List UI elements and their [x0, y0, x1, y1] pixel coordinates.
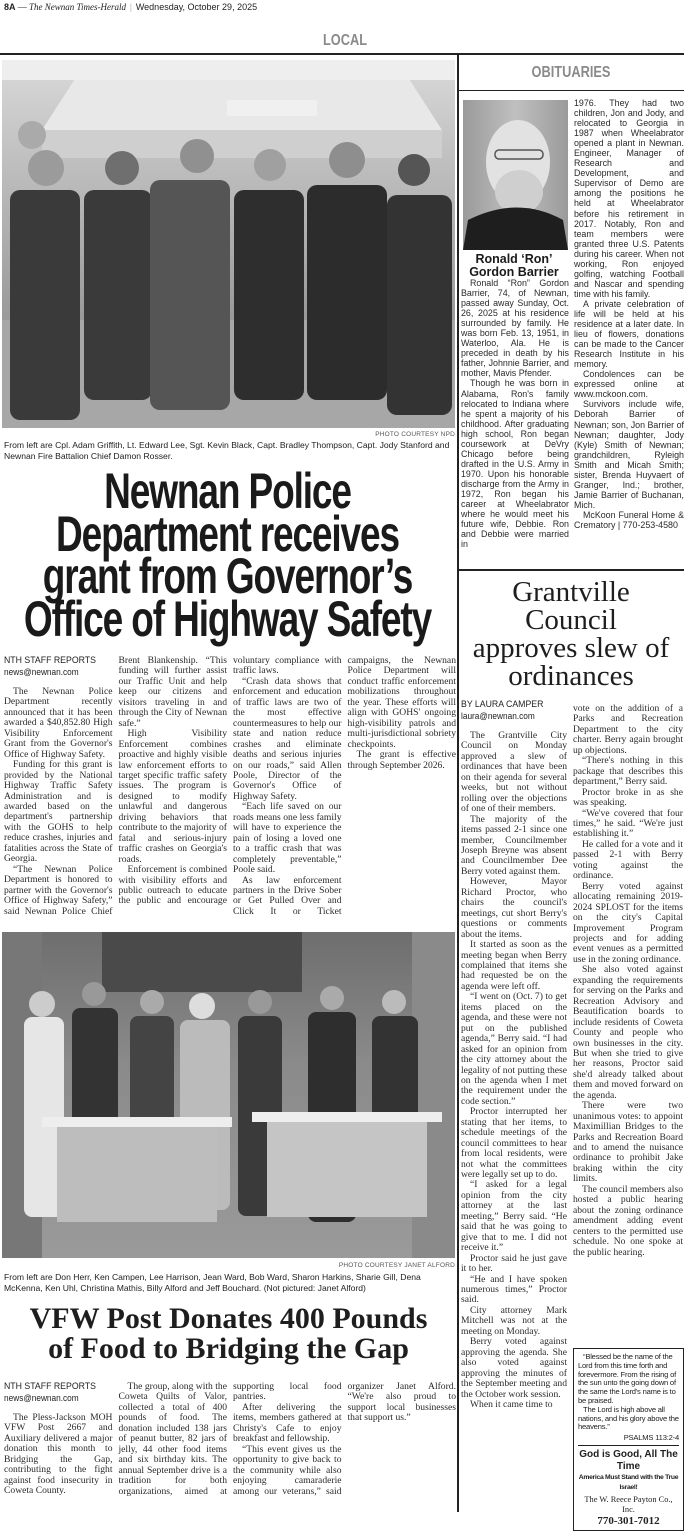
- ad-phone[interactable]: 770-301-7012: [597, 1515, 660, 1528]
- ad-citation: PSALMS 113:2-4: [623, 1433, 679, 1443]
- page-folio: 8A — The Newnan Times-Herald | Wednesday, October 29, 2025: [4, 2, 258, 12]
- paragraph: The grant is effective through September 2026.: [347, 749, 456, 771]
- paragraph: Berry voted against allocating remaining 2019-2024 SPLOST for the items on the city's Capital Improvement Program projects and for adding event venues as a permitted use in the zoning ordinance.: [573, 880, 683, 965]
- grantville-byline: [461, 700, 559, 721]
- police-photo-credit: PHOTO COURTESY NPD: [375, 431, 455, 438]
- obituary-name-line: Ronald ‘Ron’: [475, 252, 553, 266]
- paragraph: “Each life saved on our roads means one less family will have to experience the pain of losing a loved one to a traffic crash that was completely preventable,” Poole said.: [233, 801, 342, 876]
- ad-subtagline: America Must Stand with the True Israel!: [578, 1474, 679, 1492]
- paragraph: McKoon Funeral Home & Crematory | 770-253-4580: [574, 509, 684, 530]
- headline-line: Newnan Police: [104, 463, 351, 519]
- paragraph: Berry voted against approving the agenda. She also voted against approving the minutes of the September meeting and the October work session.: [461, 1336, 567, 1400]
- paragraph: “This event gives us the opportunity to give back to the community while also enjoying camaraderie among our veterans,” said organizer Janet Alford. “We're also proud to support local businesses that support us.”: [233, 1381, 456, 1497]
- vfw-photo-caption: From left are Don Herr, Ken Campen, Lee Harrison, Jean Ward, Bob Ward, Sharon Harkins, Sharie Gill, Dena McKenna, Ken Uhl, Christina Mathis, Billy Alford and Jeff Bouchard. (Not pictured: Janet Alford): [4, 1272, 421, 1293]
- paragraph: There were two unanimous votes: to appoint Maximillian Bridges to the Parks and Recreation Board and to amend the nuisance ordinance to prohibit Jake braking within the city limits.: [573, 1100, 683, 1185]
- headline-line: grant from Governor’s: [42, 548, 413, 604]
- paragraph: After delivering the items, members gathered at Christy's Cafe to enjoy breakfast and fellowship.: [233, 1401, 342, 1445]
- paragraph: The group, along with the Coweta Quilts of Valor, collected a total of 400 pounds of food. The donation included 138 jars of peanut butter, 82 jars of jelly, 44 other food items and six birthday kits. The annual September drive is a tradition for both organizations, aimed at supporting local food pantries.: [118, 1381, 342, 1497]
- vfw-photo: [2, 932, 455, 1258]
- byline-author: BY LAURA CAMPER: [461, 699, 544, 710]
- paragraph: Funding for this grant is provided by the National Highway Traffic Safety Administration and is awarded based on the department's partnership with the GOHS to help reduce crashes, injuries and fatalities across the State of Georgia.: [4, 759, 113, 865]
- headline-line: VFW Post Donates 400 Pounds: [29, 1302, 428, 1335]
- headline-line: of Food to Bridging the Gap: [48, 1332, 409, 1365]
- paragraph: Ronald “Ron” Gordon Barrier, 74, of Newnan, passed away Sunday, Oct. 26, 2025 at his residence surrounded by family. He was born Feb. 13, 1951, in Waterloo, Ala. He is preceded in death by his father, Johnnie Barrier, and mother, Mavis Pfender.: [461, 278, 569, 379]
- issue-date: Wednesday, October 29, 2025: [135, 2, 258, 12]
- paragraph: City attorney Mark Mitchell was not at the meeting on Monday.: [461, 1304, 567, 1337]
- ad-quote: The Lord is high above all nations, and his glory above the heavens.”: [578, 1404, 679, 1432]
- paragraph: She also voted against expanding the requirements for serving on the Parks and Recreation Advisory and Beautification boards to include residents of Coweta County and people who own businesses in the city. But when she tried to give her reasons, Proctor said she'd already talked about them and moved forward on the agenda.: [573, 964, 683, 1101]
- police-headline: [0, 463, 455, 647]
- paragraph: “Crash data shows that enforcement and education of traffic laws are two of the most effective countermeasures to help our state and nation reduce crashes and eliminate deaths and serious injuries on our roads,” said Allen Poole, Director of the Governor's Office of Highway Safety.: [233, 675, 342, 802]
- paragraph: It started as soon as the meeting began when Berry complained that items she had requested be on the agenda were left off.: [461, 939, 567, 992]
- police-photo: [2, 60, 455, 428]
- grantville-body-left: [461, 700, 567, 1410]
- vfw-byline: [4, 1382, 104, 1403]
- byline-author: NTH STAFF REPORTS: [4, 1381, 96, 1392]
- byline-email[interactable]: laura@newnan.com: [461, 710, 535, 721]
- vfw-photo-credit: PHOTO COURTESY JANET ALFORD: [338, 1262, 455, 1269]
- paragraph: Enforcement is combined with visibility efforts and public outreach to educate the public and encourage voluntary compliance with traffic laws.: [118, 655, 342, 907]
- paragraph: Proctor said he just gave it to her.: [461, 1252, 567, 1275]
- section-title-local: LOCAL: [322, 32, 368, 49]
- grantville-headline: [458, 578, 684, 690]
- obituaries-bottom-divider: [458, 569, 684, 571]
- paragraph: “I went on (Oct. 7) to get items placed on the agenda, and these were not put on the published agenda,” Berry said. “I had asked for an opinion from the city attorney about the legality of not putting these on the agenda when I met the requirement under the code section.”: [461, 991, 567, 1107]
- obituary-text-left: [461, 278, 569, 549]
- headline-line: Office of Highway Safety: [23, 590, 432, 647]
- police-byline: [4, 656, 104, 677]
- paragraph: “We've covered that four times,” he said. “We're just establishing it.”: [573, 807, 683, 840]
- obituary-name: [458, 253, 570, 278]
- paragraph: The council members also hosted a public hearing about the zoning ordinance amendment adding event centers to the permitted use schedule. No one spoke at the public hearing.: [573, 1183, 683, 1258]
- vfw-article-body: [4, 1382, 456, 1504]
- headline-line: Grantville: [512, 576, 630, 608]
- paragraph: The majority of the items passed 2-1 since one member, Councilmember Joseph Breyne was absent and Councilmember Dee Berry voted against them.: [461, 813, 567, 877]
- paragraph: A private celebration of life will be held at his residence at a later date. In lieu of flowers, donations can be made to the Cancer Research Institute in his memory.: [574, 298, 684, 370]
- ad-company: The W. Reece Payton Co., Inc.: [584, 1495, 673, 1515]
- paragraph: The Newnan Police Department recently announced that it has been awarded a $40,852.80 High Visibility Enforcement Grant from the Governor's Office of Highway Safety.: [4, 686, 113, 760]
- paragraph: He called for a vote and it passed 2-1 with Berry voting against the ordinance.: [573, 838, 683, 882]
- ad-tagline: God is Good, All The Time: [579, 1449, 678, 1473]
- paragraph: Proctor broke in as she was speaking.: [573, 786, 683, 809]
- paragraph: The Pless-Jackson MOH VFW Post 2667 and Auxiliary delivered a major donation this month to Bridging the Gap, contributing to the fight against food insecurity in Coweta County.: [4, 1412, 113, 1497]
- paragraph: Though he was born in Alabama, Ron's family relocated to Indiana where he spent a majority of his childhood. After graduating high school, Ron began coursework at DeVry Chicago before being drafted in the U.S. Army in 1970. Upon his honorable discharge from the Army in 1972, Ron began his career at Wheelabrator where he would meet his future wife, Debbie. Ron and Debbie were married in: [461, 378, 569, 550]
- grantville-body-right: [573, 704, 683, 1258]
- paragraph: Survivors include wife, Deborah Barrier of Newnan; son, Jon Barrier of Newnan; daughter, Jody (Kyle) Smith of Newnan; grandchildren, Ryleigh Smith and Micah Smith; sister, Brenda Huyvaert of Granger, Ind.; brother, Jamie Barrier of Buchanan, Mich.: [574, 399, 684, 510]
- paragraph: “The Newnan Police Department is honored to partner with the Governor's Office of Highway Safety,” said Newnan Police Chief Brent Blankenship. “This funding will further assist our Traffic Unit and help keep our citizens and visitors traveling in and through the City of Newnan safe.”: [4, 655, 227, 917]
- ad-quote: “Blessed be the name of the Lord from this time forth and forevermore. From the rising of the sun unto the going down of the same the Lord's name is to be praised.: [578, 1352, 677, 1405]
- byline-author: NTH STAFF REPORTS: [4, 655, 96, 666]
- headline-line: approves slew of: [472, 632, 670, 664]
- paragraph: “There's nothing in this package that describes this department,” Berry said.: [573, 755, 683, 788]
- paragraph: “I asked for a legal opinion from the city attorney at the last meeting,” Berry said. “He said that he was going to give that to me. I did not receive it.”: [461, 1179, 567, 1254]
- paragraph: Proctor interrupted her stating that her items, to schedule meetings of the council committees to hear from local residents, were not what the committees were legally set up to do.: [461, 1106, 567, 1181]
- paragraph: Condolences can be expressed online at www.mckoon.com.: [574, 369, 684, 400]
- police-photo-caption: From left are Cpl. Adam Griffith, Lt. Edward Lee, Sgt. Kevin Black, Capt. Bradley Thompson, Capt. Jody Stanford and Newnan Fire Battalion Chief Damon Rosser.: [4, 440, 450, 461]
- scripture-ad: [573, 1348, 684, 1531]
- byline-email[interactable]: news@newnan.com: [4, 1392, 79, 1403]
- section-title-obituaries: OBITUARIES: [531, 64, 611, 81]
- police-article-body: [4, 656, 456, 918]
- byline-email[interactable]: news@newnan.com: [4, 666, 79, 677]
- page-number: 8A: [4, 2, 16, 12]
- headline-line: Department receives: [56, 505, 399, 562]
- portrait-illustration: [463, 100, 568, 250]
- obituaries-divider: [458, 90, 684, 91]
- vfw-photo-illustration: [2, 932, 455, 1258]
- paragraph: The Grantville City Council on Monday approved a slew of ordinances that have been on their agenda for several weeks, but not without rolling over the objections of one of their members.: [461, 730, 567, 815]
- ad-divider: [578, 1445, 679, 1446]
- obituary-portrait: [463, 100, 568, 250]
- paragraph: vote on the addition of a Parks and Recreation Department to the city charter. Berry again brought up objections.: [573, 703, 683, 756]
- paragraph: High Visibility Enforcement combines proactive and highly visible law enforcement efforts to target specific traffic safety issues. The program is designed to modify unlawful and dangerous driving behaviors that contribute to the majority of fatal and serious-injury traffic crashes on Georgia's roads.: [118, 728, 227, 865]
- headline-line: ordinances: [508, 660, 634, 692]
- paragraph: “He and I have spoken numerous times,” Proctor said.: [461, 1273, 567, 1306]
- header-divider: [0, 53, 684, 55]
- newspaper-name: The Newnan Times-Herald: [29, 2, 127, 12]
- paragraph: When it came time to: [470, 1399, 553, 1410]
- police-photo-illustration: [2, 60, 455, 428]
- folio-dash: —: [17, 2, 27, 12]
- obituary-name-line: Gordon Barrier: [469, 264, 559, 279]
- paragraph: As law enforcement partners in the Drive Sober or Get Pulled Over and Click It or Ticket campaigns, the Newnan Police Department will conduct traffic enforcement mobilizations throughout the year. These efforts will align with GOHS' ongoing high-visibility patrols and multi-jurisdictional sobriety checkpoints.: [233, 655, 456, 917]
- obituary-text-right: [574, 98, 684, 530]
- paragraph: However, Mayor Richard Proctor, who chairs the council's meetings, cut short Berry's questions or comments about the items.: [461, 876, 567, 940]
- vfw-headline: [0, 1304, 457, 1364]
- headline-line: Council: [525, 604, 617, 636]
- paragraph: 1976. They had two children, Jon and Jody, and relocated to Georgia in 1987 when Wheelabrator opened a plant in Newnan. Engineer, Manager of Research and Development, and Supervisor of Demo are among the positions he held at Wheelabrator before his retirement in 2017. Notably, Ron and team members were granted three U.S. Patents during his career. When not working, Ron enjoyed golfing, watching Football and Nascar and spending time with his family.: [574, 98, 684, 299]
